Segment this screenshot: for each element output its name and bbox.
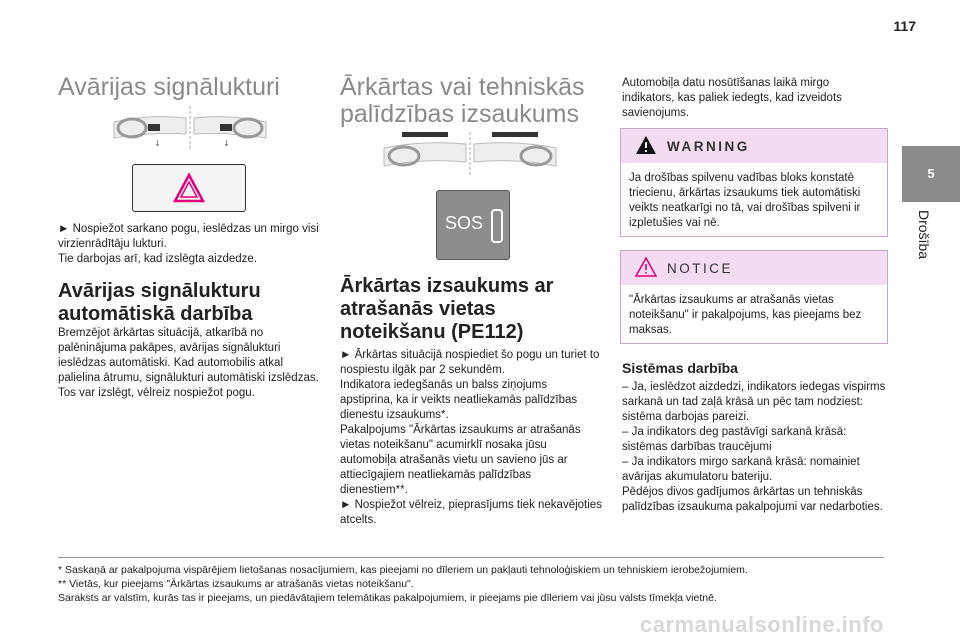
notice-header bbox=[621, 251, 887, 285]
svg-text:↓: ↓ bbox=[223, 139, 230, 148]
steering-wheel-icon bbox=[380, 130, 560, 178]
warning-box bbox=[620, 128, 888, 237]
emergency-call-title: Ārkārtas vai tehniskās palīdzības izsaukums bbox=[340, 73, 585, 128]
watermark: carmanualsonline.info bbox=[640, 612, 884, 637]
footnote-2: ** Vietās, kur pieejams "Ārkārtas izsaukums ar atrašanās vietas noteikšanu". bbox=[58, 578, 414, 590]
warning-header bbox=[621, 129, 887, 163]
sos-indicator-icon bbox=[491, 209, 503, 243]
footnote-divider bbox=[58, 557, 884, 558]
hazard-auto-heading: Avārijas signālukturu automātiskā darbība bbox=[58, 280, 261, 325]
footnote-3: Saraksts ar valstīm, kurās tas ir pieejams, un piedāvātajiem telemātikas pakalpojumiem, ir pieejams pie dīleriem vai jūsu valsts tīmekļa vietnē. bbox=[58, 592, 717, 604]
notice-box bbox=[620, 250, 888, 344]
hazard-lights-para: ► Nospiežot sarkano pogu, ieslēdzas un mirgo visi virzienrādītāju lukturi. Tie darbojas arī, kad izslēgta aizdedze. bbox=[58, 223, 319, 265]
warning-text: Ja drošības spilvenu vadības bloks konstatē triecienu, ārkārtas izsaukums tiek automātiski veikts neatkarīgi no tā, vai drošības spilveni ir izpletušies vai nē. bbox=[629, 172, 861, 229]
svg-text:↓: ↓ bbox=[154, 139, 161, 148]
hazard-auto-para: Bremzējot ārkārtas situācijā, atkarībā no palēninājuma pakāpes, avārijas signālukturi ieslēdzas automātiski. Kad automobilis atkal palielina ātrumu, signālukturi automātiski izslēdzas. Tos var izslēgt, vēlreiz nospiežot pogu. bbox=[58, 327, 319, 399]
dashboard-illustration-1 bbox=[110, 104, 270, 152]
system-operation-para: – Ja, ieslēdzot aizdedzi, indikators iedegas vispirms sarkanā un tad zaļā krāsā un pēc tam nodziest: sistēma darbojas pareizi. – Ja indikators deg pastāvīgi sarkanā krāsā: sistēmas darbības traucējumi – Ja indikators mirgo sarkanā krāsā: nomainiet avārijas akumulatoru bateriju. Pēdējos divos gadījumos ārkārtas un tehniskās palīdzības izsaukuma pakalpojumi var nedarboties. bbox=[622, 381, 886, 513]
chapter-tab[interactable] bbox=[902, 146, 960, 202]
notice-text: "Ārkārtas izsaukums ar atrašanās vietas noteikšanu" ir pakalpojums, kas pieejams bez maksas. bbox=[629, 294, 862, 336]
data-sending-para: Automobiļa datu nosūtīšanas laikā mirgo indikators, kas paliek iedegts, kad izveidots savienojums. bbox=[622, 77, 842, 119]
dashboard-illustration-2 bbox=[380, 130, 560, 178]
chapter-number: 5 bbox=[927, 166, 935, 181]
pe112-heading: Ārkārtas izsaukums ar atrašanās vietas noteikšanu (PE112) bbox=[340, 275, 554, 343]
hazard-button[interactable] bbox=[132, 164, 246, 212]
pe112-para: ► Ārkārtas situācijā nospiediet šo pogu un turiet to nospiestu ilgāk par 2 sekundēm. Indikatora iedegšanās un balss ziņojums apstiprina, ka ir veikts neatliekamās palīdzības dienestu izsaukums*. Pakalpojums "Ārkārtas izsaukums ar atrašanās vietas noteikšanu" acumirklī nosaka jūsu automobiļa atrašanās vietu un savieno jūs ar attiecīgajiem neatliekamās palīdzības dienestiem**. ► Nospiežot vēlreiz, pieprasījums tiek nekavējoties atcelts. bbox=[340, 349, 602, 526]
system-operation-heading: Sistēmas darbība bbox=[622, 360, 738, 376]
hazard-lights-title: Avārijas signālukturi bbox=[58, 73, 280, 101]
sos-button[interactable] bbox=[436, 190, 510, 260]
chapter-label: Drošība bbox=[916, 210, 932, 260]
steering-wheel-icon bbox=[110, 104, 270, 152]
footnotes bbox=[58, 563, 888, 605]
warning-label: WARNING bbox=[667, 139, 750, 154]
notice-label: NOTICE bbox=[667, 261, 734, 276]
page-number: 117 bbox=[893, 18, 916, 34]
footnote-1: * Saskaņā ar pakalpojuma vispārējiem lietošanas nosacījumiem, kas pieejami no dīleriem un pakļauti tehnoloģiskiem un tehniskiem ierobežojumiem. bbox=[58, 564, 748, 576]
hazard-triangle-icon bbox=[133, 165, 245, 211]
sos-label: SOS bbox=[445, 213, 484, 233]
chapter-label-container bbox=[902, 210, 960, 330]
warning-icon bbox=[635, 135, 657, 155]
notice-icon bbox=[635, 257, 657, 277]
